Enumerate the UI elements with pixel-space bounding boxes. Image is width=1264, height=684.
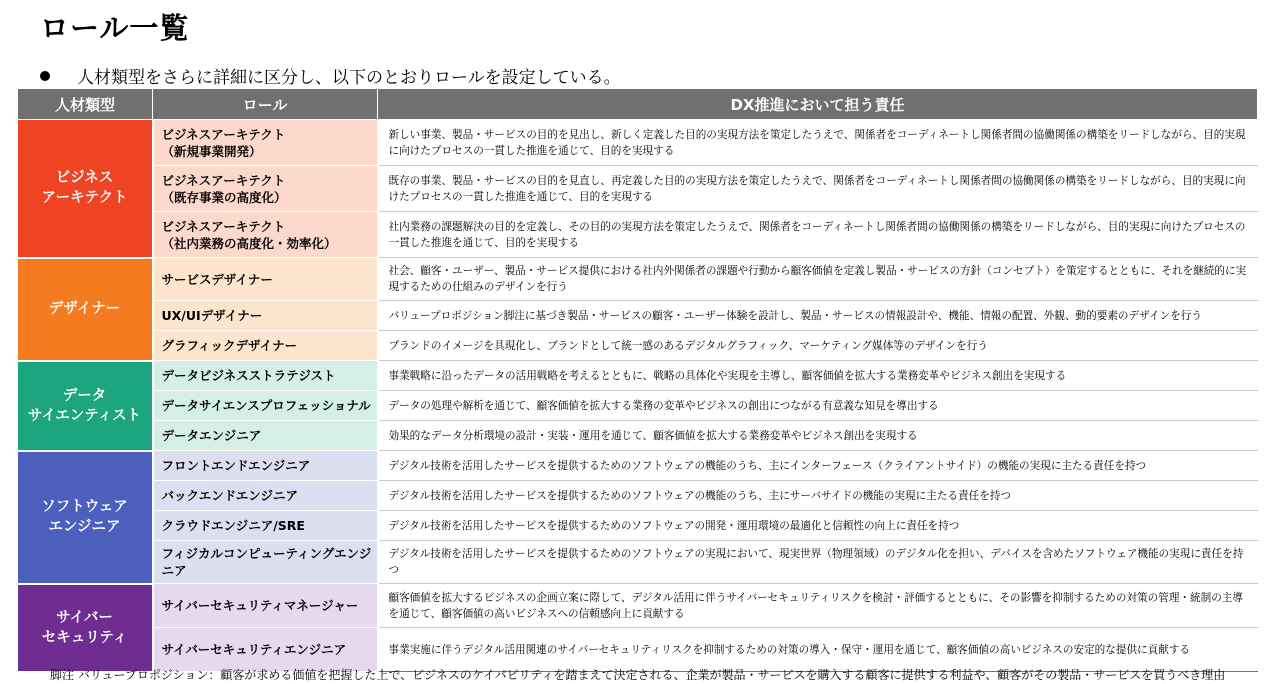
role-name-cell: ビジネスアーキテクト （既存事業の高度化） [153,166,378,212]
table-row [18,511,1258,541]
table-row [18,361,1258,391]
role-name-cell: フロントエンドエンジニア [153,451,378,481]
role-name-cell: ビジネスアーキテクト （新規事業開発） [153,120,378,166]
role-name-cell: フィジカルコンピューティングエンジニア [153,541,378,584]
responsibility-cell: 効果的なデータ分析環境の設計・実装・運用を通じて、顧客価値を拡大する業務変革やビジネス創出を実現する [378,421,1258,451]
role-name-cell: バックエンドエンジニア [153,481,378,511]
talent-type-cell: デザイナー [18,258,153,361]
table-row [18,120,1258,166]
table-row [18,166,1258,212]
role-name-cell: UX/UIデザイナー [153,301,378,331]
footnote: 脚注 バリュープロポジション：顧客が求める価値を把握した上で、ビジネスのケイパビリティを踏まえて決定される、企業が製品・サービスを購入する顧客に提供する利益や、顧客がその製品・サービスを買うべき理由 [50,668,1226,682]
table-row [18,628,1258,672]
responsibility-cell: 新しい事業、製品・サービスの目的を見出し、新しく定義した目的の実現方法を策定したうえで、関係者をコーディネートし関係者間の協働関係の構築をリードしながら、目的実現に向けたプロセスの一貫した推進を通じて、目的を実現する [378,120,1258,166]
responsibility-cell: バリュープロポジション脚注に基づき製品・サービスの顧客・ユーザー体験を設計し、製品・サービスの情報設計や、機能、情報の配置、外観、動的要素のデザインを行う [378,301,1258,331]
role-name-cell: データビジネスストラテジスト [153,361,378,391]
table-row [18,541,1258,584]
responsibility-cell: 顧客価値を拡大するビジネスの企画立案に際して、デジタル活用に伴うサイバーセキュリティリスクを検討・評価するとともに、その影響を抑制するための対策の管理・統制の主導を通じて、顧客価値の高いビジネスへの信頼感向上に貢献する [378,584,1258,628]
talent-type-cell: データ サイエンティスト [18,361,153,451]
header-type: 人材類型 [18,89,153,120]
table-body [18,120,1258,672]
responsibility-cell: データの処理や解析を通じて、顧客価値を拡大する業務の変革やビジネスの創出につながる有意義な知見を導出する [378,391,1258,421]
responsibility-cell: 事業戦略に沿ったデータの活用戦略を考えるとともに、戦略の具体化や実現を主導し、顧客価値を拡大する業務変革やビジネス創出を実現する [378,361,1258,391]
table-row [18,301,1258,331]
table-row [18,258,1258,301]
table-row [18,331,1258,361]
page-title: ロール一覧 [40,11,190,45]
role-name-cell: サービスデザイナー [153,258,378,301]
role-table [17,88,1258,673]
responsibility-cell: デジタル技術を活用したサービスを提供するためのソフトウェアの機能のうち、主にサーバサイドの機能の実現に主たる責任を持つ [378,481,1258,511]
responsibility-cell: デジタル技術を活用したサービスを提供するためのソフトウェアの実現において、現実世界（物理領域）のデジタル化を担い、デバイスを含めたソフトウェア機能の実現に責任を持つ [378,541,1258,584]
role-name-cell: サイバーセキュリティエンジニア [153,628,378,672]
table-row [18,212,1258,258]
responsibility-cell: 社会、顧客・ユーザー、製品・サービス提供における社内外関係者の課題や行動から顧客価値を定義し製品・サービスの方針（コンセプト）を策定するとともに、それを継続的に実現するための仕組みのデザインを行う [378,258,1258,301]
responsibility-cell: 既存の事業、製品・サービスの目的を見直し、再定義した目的の実現方法を策定したうえで、関係者をコーディネートし関係者間の協働関係の構築をリードしながら、目的実現に向けたプロセスの一貫した推進を通じて、目的を実現する [378,166,1258,212]
role-name-cell: サイバーセキュリティマネージャー [153,584,378,628]
intro-text: 人材類型をさらに詳細に区分し、以下のとおりロールを設定している。 [77,68,621,88]
table-row [18,481,1258,511]
intro-bullet [40,63,621,88]
talent-type-cell: ビジネス アーキテクト [18,120,153,258]
talent-type-cell: ソフトウェア エンジニア [18,451,153,584]
responsibility-cell: デジタル技術を活用したサービスを提供するためのソフトウェアの機能のうち、主にインターフェース（クライアントサイド）の機能の実現に主たる責任を持つ [378,451,1258,481]
responsibility-cell: 社内業務の課題解決の目的を定義し、その目的の実現方法を策定したうえで、関係者をコーディネートし関係者間の協働関係の構築をリードしながら、目的実現に向けたプロセスの一貫した推進を通じて、目的を実現する [378,212,1258,258]
table-header-row [18,89,1258,120]
table-row [18,451,1258,481]
table-row [18,391,1258,421]
role-name-cell: グラフィックデザイナー [153,331,378,361]
header-role: ロール [153,89,378,120]
role-name-cell: クラウドエンジニア/SRE [153,511,378,541]
table-row [18,421,1258,451]
role-name-cell: データサイエンスプロフェッショナル [153,391,378,421]
role-name-cell: データエンジニア [153,421,378,451]
role-name-cell: ビジネスアーキテクト （社内業務の高度化・効率化） [153,212,378,258]
bullet-dot-icon [40,71,50,81]
table-row [18,584,1258,628]
header-responsibility: DX推進において担う責任 [378,89,1258,120]
responsibility-cell: 事業実施に伴うデジタル活用関連のサイバーセキュリティリスクを抑制するための対策の導入・保守・運用を通じて、顧客価値の高いビジネスの安定的な提供に貢献する [378,628,1258,672]
responsibility-cell: デジタル技術を活用したサービスを提供するためのソフトウェアの開発・運用環境の最適化と信頼性の向上に責任を持つ [378,511,1258,541]
talent-type-cell: サイバー セキュリティ [18,584,153,672]
responsibility-cell: ブランドのイメージを具現化し、ブランドとして統一感のあるデジタルグラフィック、マーケティング媒体等のデザインを行う [378,331,1258,361]
